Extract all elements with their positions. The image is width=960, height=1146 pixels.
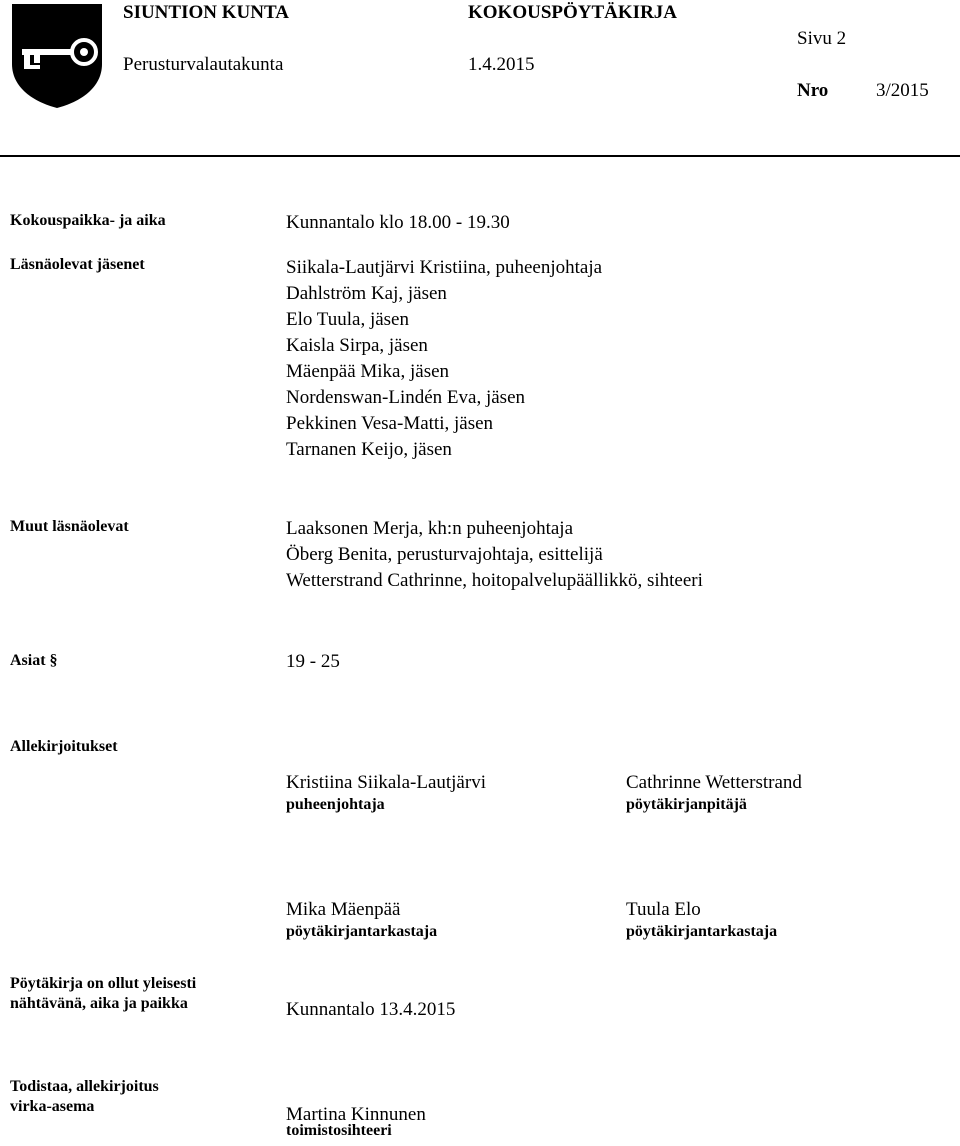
signer-role: pöytäkirjantarkastaja <box>626 923 778 940</box>
signature-block <box>286 897 437 941</box>
nro-label: Nro <box>797 80 829 101</box>
municipality-name: SIUNTION KUNTA <box>123 2 289 23</box>
document-type: KOKOUSPÖYTÄKIRJA <box>468 2 678 23</box>
signer-name: Cathrinne Wetterstrand <box>626 772 802 793</box>
items-label: Asiat § <box>10 652 58 669</box>
member-item: Mäenpää Mika, jäsen <box>286 361 450 382</box>
signer-role: pöytäkirjanpitäjä <box>626 796 747 813</box>
member-item: Pekkinen Vesa-Matti, jäsen <box>286 413 494 434</box>
member-item: Elo Tuula, jäsen <box>286 309 409 330</box>
meeting-date: 1.4.2015 <box>468 54 535 75</box>
public-display-label <box>10 974 196 1014</box>
public-display-value: Kunnantalo 13.4.2015 <box>286 999 456 1020</box>
certification-signature <box>286 1102 426 1140</box>
others-list <box>286 516 703 594</box>
members-list <box>286 255 602 463</box>
member-item: Tarnanen Keijo, jäsen <box>286 439 452 460</box>
signatures-label: Allekirjoitukset <box>10 738 118 755</box>
members-label: Läsnäolevat jäsenet <box>10 256 145 273</box>
public-display-label-line: nähtävänä, aika ja paikka <box>10 995 188 1012</box>
signature-block <box>286 770 486 814</box>
other-item: Laaksonen Merja, kh:n puheenjohtaja <box>286 518 574 539</box>
header-divider <box>0 155 960 157</box>
place-time-value: Kunnantalo klo 18.00 - 19.30 <box>286 212 510 233</box>
place-time-label: Kokouspaikka- ja aika <box>10 212 166 229</box>
certifier-role: toimistosihteeri <box>286 1122 392 1139</box>
board-name: Perusturvalautakunta <box>123 54 284 75</box>
signature-block <box>626 897 777 941</box>
coat-of-arms-icon <box>10 2 104 110</box>
signer-name: Mika Mäenpää <box>286 899 401 920</box>
certification-label-line: Todistaa, allekirjoitus <box>10 1078 159 1095</box>
member-item: Siikala-Lautjärvi Kristiina, puheenjohtaja <box>286 257 603 278</box>
page-number: Sivu 2 <box>797 28 847 49</box>
others-label: Muut läsnäolevat <box>10 518 129 535</box>
signature-block <box>626 770 802 814</box>
member-item: Dahlström Kaj, jäsen <box>286 283 447 304</box>
signer-role: puheenjohtaja <box>286 796 385 813</box>
signer-name: Kristiina Siikala-Lautjärvi <box>286 772 486 793</box>
member-item: Kaisla Sirpa, jäsen <box>286 335 428 356</box>
signer-role: pöytäkirjantarkastaja <box>286 923 438 940</box>
nro-value: 3/2015 <box>876 80 929 101</box>
items-value: 19 - 25 <box>286 651 340 672</box>
signer-name: Tuula Elo <box>626 899 701 920</box>
certifier-name: Martina Kinnunen <box>286 1104 426 1125</box>
certification-label <box>10 1077 159 1117</box>
certification-label-line: virka-asema <box>10 1098 95 1115</box>
member-item: Nordenswan-Lindén Eva, jäsen <box>286 387 526 408</box>
other-item: Öberg Benita, perusturvajohtaja, esittelijä <box>286 544 603 565</box>
other-item: Wetterstrand Cathrinne, hoitopalvelupäällikkö, sihteeri <box>286 570 703 591</box>
public-display-label-line: Pöytäkirja on ollut yleisesti <box>10 975 197 992</box>
